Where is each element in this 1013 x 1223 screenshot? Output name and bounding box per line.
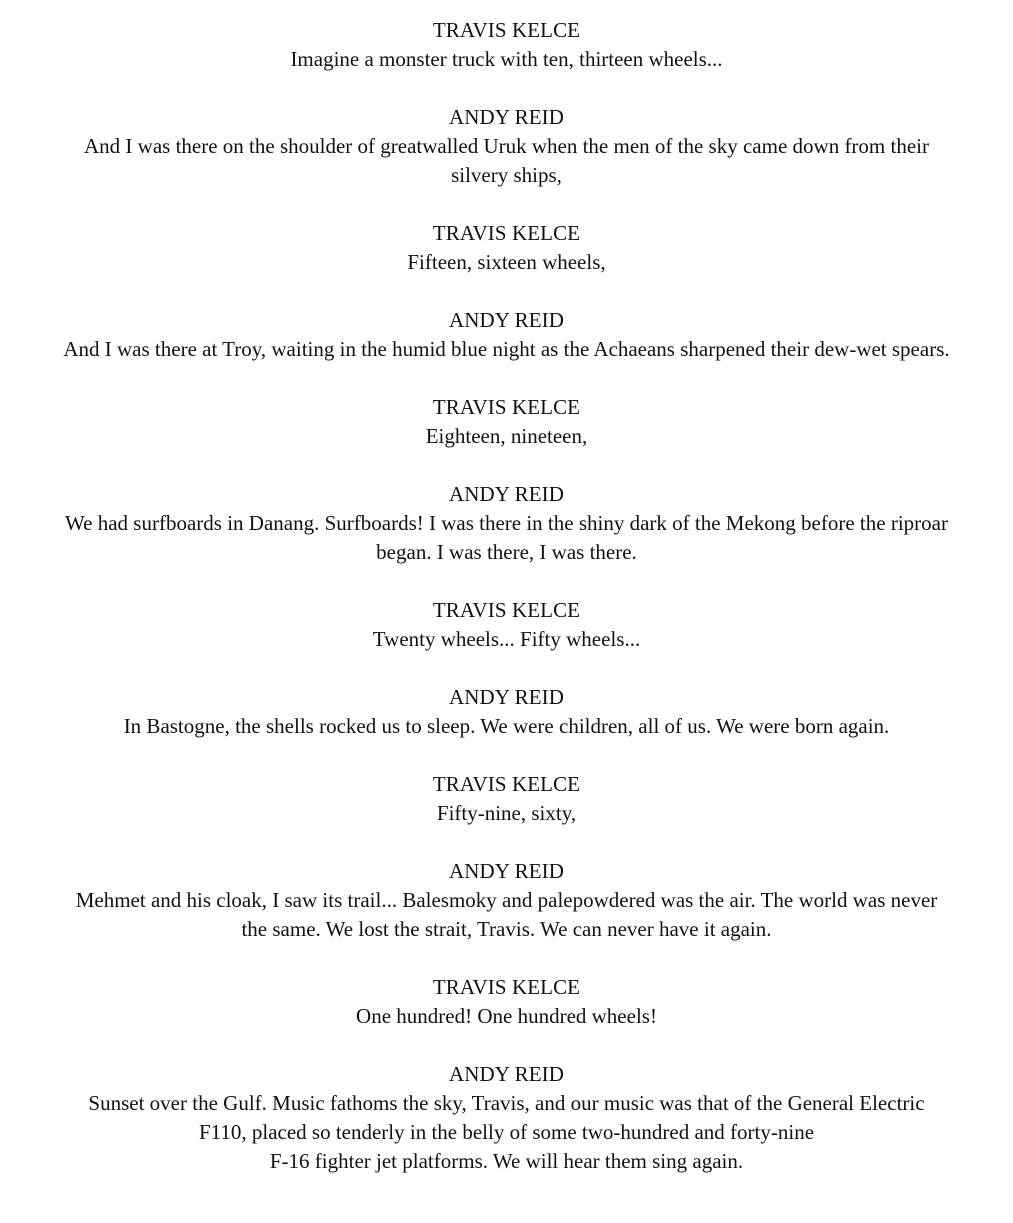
dialogue-line: And I was there on the shoulder of greatwalled Uruk when the men of the sky came down from their silvery ships, (84, 134, 929, 187)
dialogue-line: Fifty-nine, sixty, (436, 801, 577, 825)
dialogue-block (0, 103, 1013, 190)
dialogue-line: In Bastogne, the shells rocked us to sleep. We were children, all of us. We were born again. (123, 714, 890, 738)
dialogue-block (0, 480, 1013, 567)
speaker-name: ANDY REID (448, 1062, 565, 1086)
dialogue-line: Imagine a monster truck with ten, thirteen wheels... (290, 47, 723, 71)
dialogue-block (0, 770, 1013, 828)
dialogue-line: And I was there at Troy, waiting in the humid blue night as the Achaeans sharpened their dew-wet spears. (63, 337, 950, 361)
dialogue-block (0, 596, 1013, 654)
speaker-name: ANDY REID (448, 308, 565, 332)
dialogue-line: Mehmet and his cloak, I saw its trail... Balesmoky and palepowdered was the air. The world was never the same. We lost the strait, Travis. We can never have it again. (75, 888, 938, 941)
speaker-name: ANDY REID (448, 482, 565, 506)
dialogue-block (0, 683, 1013, 741)
dialogue-block (0, 973, 1013, 1031)
dialogue-line: Fifteen, sixteen wheels, (407, 250, 606, 274)
speaker-name: TRAVIS KELCE (432, 395, 581, 419)
dialogue-block (0, 1060, 1013, 1176)
dialogue-line: One hundred! One hundred wheels! (356, 1004, 657, 1028)
dialogue-line: We had surfboards in Danang. Surfboards! I was there in the shiny dark of the Mekong before the riproar began. I was there, I was there. (65, 511, 948, 564)
speaker-name: TRAVIS KELCE (432, 221, 581, 245)
dialogue-block (0, 393, 1013, 451)
dialogue-line: Twenty wheels... Fifty wheels... (372, 627, 641, 651)
speaker-name: ANDY REID (448, 105, 565, 129)
dialogue-block (0, 219, 1013, 277)
speaker-name: TRAVIS KELCE (432, 772, 581, 796)
dialogue-block (0, 857, 1013, 944)
dialogue-line: Sunset over the Gulf. Music fathoms the sky, Travis, and our music was that of the General Electric F110, placed so tenderly in the belly of some two-hundred and forty-nine F-16 fighter jet platforms. We will hear them sing again. (88, 1091, 925, 1173)
dialogue-line: Eighteen, nineteen, (425, 424, 588, 448)
dialogue-block (0, 306, 1013, 364)
dialogue-block (0, 16, 1013, 74)
speaker-name: TRAVIS KELCE (432, 18, 581, 42)
speaker-name: ANDY REID (448, 859, 565, 883)
speaker-name: ANDY REID (448, 685, 565, 709)
speaker-name: TRAVIS KELCE (432, 975, 581, 999)
speaker-name: TRAVIS KELCE (432, 598, 581, 622)
